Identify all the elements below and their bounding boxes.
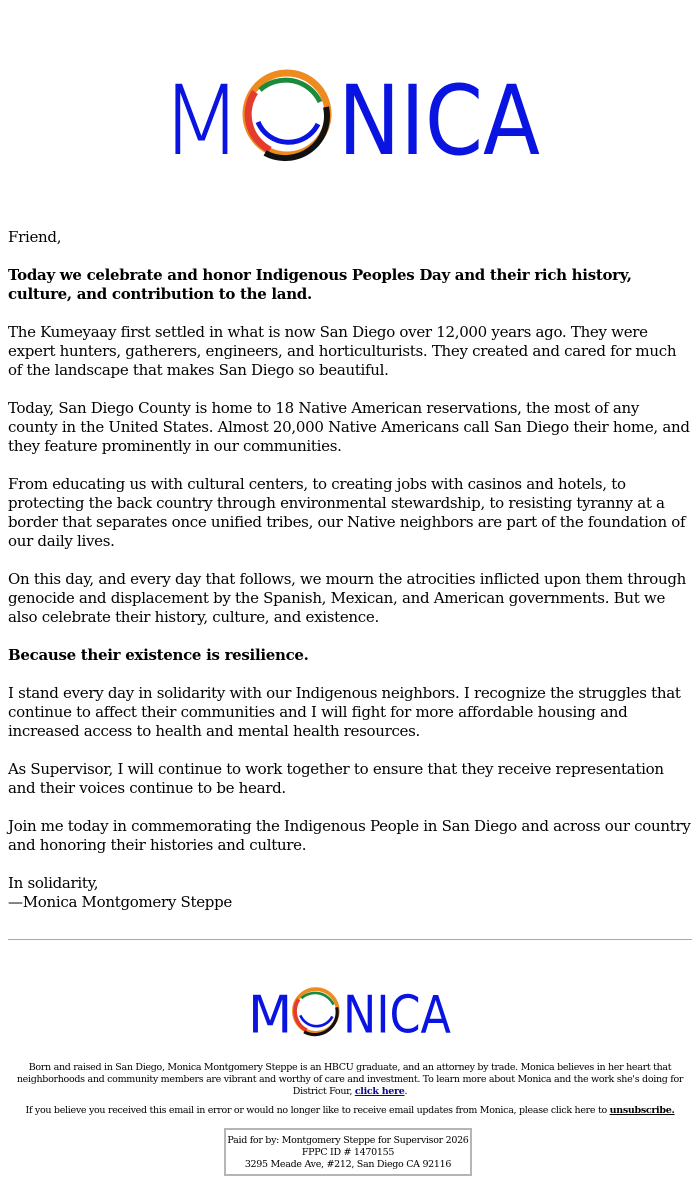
bio-text: Born and raised in San Diego, Monica Montgomery Steppe is an HBCU graduate, and an attorney by trade. Monica believes in her heart that neighborhoods and community members are vibrant and worthy of care and investment. To learn more about Monica and the work she's doing for District Four, [16, 1062, 684, 1097]
paragraph: Today, San Diego County is home to 18 Native American reservations, the most of any county in the United States. Almost 20,000 Native Americans call San Diego their home, and they feature prominently in our communities. [8, 399, 690, 455]
paragraph: Join me today in commemorating the Indigenous People in San Diego and across our country and honoring their histories and culture. [8, 817, 691, 854]
paragraph: As Supervisor, I will continue to work together to ensure that they receive representation and their voices continue to be heard. [8, 760, 664, 797]
paragraph: The Kumeyaay first settled in what is now San Diego over 12,000 years ago. They were expert hunters, gatherers, engineers, and horticulturists. They created and cared for much of the landscape that makes San Diego so beautiful. [8, 323, 677, 379]
monica-footer-logo [248, 983, 452, 1046]
paragraph: On this day, and every day that follows, we mourn the atrocities inflicted upon them through genocide and displacement by the Spanish, Mexican, and American governments. But we also celebrate their history, culture, and existence. [8, 570, 686, 626]
resilience-heading: Because their existence is resilience. [8, 646, 309, 664]
divider [8, 939, 692, 940]
fppc-id: FPPC ID # 1470155 [301, 1147, 395, 1158]
footer-unsubscribe [6, 1105, 694, 1117]
signoff: In solidarity, [8, 874, 99, 892]
svg-text:NICA: NICA [338, 65, 540, 177]
address: 3295 Meade Ave, #212, San Diego CA 92116 [244, 1159, 452, 1170]
paid-for-box [224, 1128, 472, 1176]
unsubscribe-text: If you believe you received this email in error or would no longer like to receive email updates from Monica, please click here to [25, 1105, 610, 1116]
footer-bio [6, 1062, 694, 1098]
monica-logo [160, 62, 542, 177]
svg-text:M: M [160, 65, 243, 177]
click-here-link[interactable]: click here [354, 1086, 405, 1097]
bio-end: . [404, 1086, 408, 1097]
svg-text:NICA: NICA [343, 985, 451, 1046]
signature: —Monica Montgomery Steppe [8, 893, 232, 911]
paragraph: I stand every day in solidarity with our Indigenous neighbors. I recognize the struggles that continue to affect their communities and I will fight for more affordable housing and increased access to health and mental health resources. [8, 684, 681, 740]
svg-text:M: M [248, 985, 293, 1046]
intro-heading: Today we celebrate and honor Indigenous Peoples Day and their rich history, culture, and contribution to the land. [8, 266, 632, 303]
unsubscribe-link[interactable]: unsubscribe. [609, 1105, 675, 1116]
paid-for: Paid for by: Montgomery Steppe for Supervisor 2026 [227, 1135, 469, 1146]
paragraph: From educating us with cultural centers, to creating jobs with casinos and hotels, to protecting the back country through environmental stewardship, to resisting tyranny at a border that separates once unified tribes, our Native neighbors are part of the foundation of our daily lives. [8, 475, 686, 550]
email-body [8, 228, 692, 912]
greeting: Friend, [8, 228, 62, 246]
